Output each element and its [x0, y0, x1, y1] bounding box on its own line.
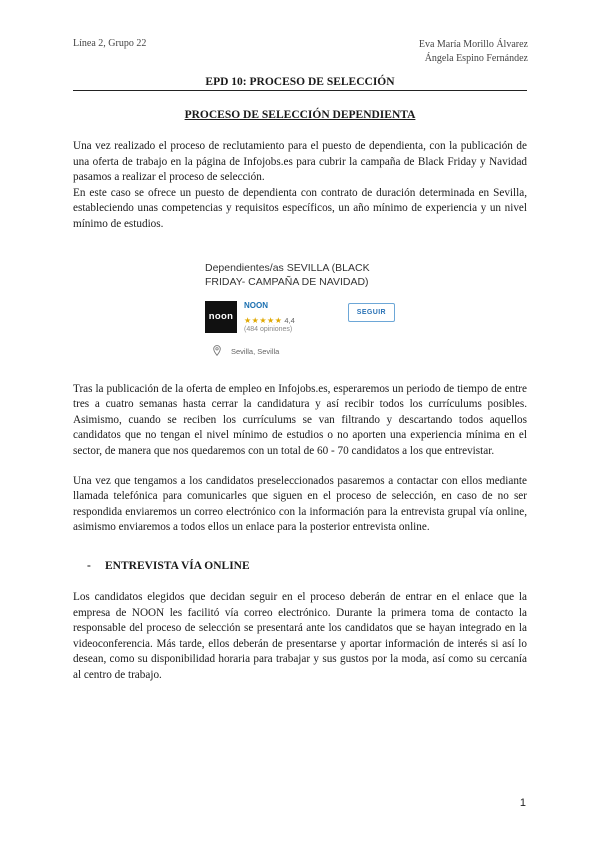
company-row [205, 301, 395, 333]
intro-paragraph-2: En este caso se ofrece un puesto de dependienta con contrato de duración determinada en Sevilla, estableciendo unas competencias y requisitos específicos, un año mínimo de experiencia y un nivel mínimo de estudios. [73, 186, 527, 230]
header-right [419, 38, 528, 66]
company-logo: noon [205, 301, 237, 333]
page-number: 1 [519, 797, 526, 809]
job-location [205, 345, 395, 358]
header-author-2: Ángela Espino Fernández [424, 53, 528, 64]
paragraph-4: Una vez que tengamos a los candidatos preseleccionados pasaremos a contactar con ellos mediante llamada telefónica para comunicarles que siguen en el proceso de selección, en caso de no ser respondida enviaremos un correo electrónico con la información para la entrevista grupal vía online, asimismo enviaremos a todos ellos un enlace para la posterior entrevista online. [73, 474, 527, 534]
section-title: ENTREVISTA VÍA ONLINE [105, 559, 250, 572]
location-text: Sevilla, Sevilla [231, 346, 280, 356]
opinions-count: (484 opiniones) [244, 325, 293, 333]
follow-button[interactable]: SEGUIR [348, 303, 395, 322]
rating-value: 4,4 [284, 315, 295, 325]
paragraph-3: Tras la publicación de la oferta de empleo en Infojobs.es, esperaremos un periodo de tiempo de entre tres a cuatro semanas hasta cerrar la candidatura y así recibir todos los currículums posibles. Asimismo, cuando se reciben los currículums se van filtrando y descartando todos aquellos candidatos que no tengan el nivel mínimo de estudios o no aporten una experiencia mínima en el sector, de manera que nos quedaremos con un total de 60 - 70 candidatos a los que entrevistar. [73, 382, 527, 457]
map-pin-icon [213, 345, 221, 358]
header-left: Línea 2, Grupo 22 [73, 38, 147, 49]
company-info [244, 301, 348, 333]
job-offer-title: Dependientes/as SEVILLA (BLACK FRIDAY- CAMPAÑA DE NAVIDAD) [205, 261, 370, 288]
section-dash: - [87, 559, 91, 572]
document-title: EPD 10: PROCESO DE SELECCIÓN [73, 76, 527, 91]
company-rating [244, 316, 348, 325]
document-subtitle: PROCESO DE SELECCIÓN DEPENDIENTA [184, 109, 416, 121]
star-icon: ★★★★★ [244, 315, 283, 325]
header-author-1: Eva María Morillo Álvarez [418, 39, 528, 50]
job-offer-card [205, 261, 395, 358]
section-heading [87, 560, 527, 572]
document-body [73, 76, 527, 683]
intro-paragraph-1: Una vez realizado el proceso de reclutamiento para el puesto de dependienta, con la publicación de una oferta de trabajo en la página de Infojobs.es para cubrir la campaña de Black Friday y Navidad pasamos a realizar el proceso de selección. [73, 140, 527, 184]
paragraph-5: Los candidatos elegidos que decidan seguir en el proceso deberán de entrar en el enlace que la empresa de NOON les facilitó vía correo electrónico. Durante la primera toma de contacto la responsable del proceso de selección se presentará ante los candidatos que se hayan integrado en la videoconferencia. Más tarde, ellos deberán de presentarse y aportar información de interés si así lo desean, como su disponibilidad horaria para trabajar y sus gustos por la moda, así como su cercanía al centro de trabajo. [73, 590, 527, 681]
company-name: NOON [244, 300, 268, 310]
